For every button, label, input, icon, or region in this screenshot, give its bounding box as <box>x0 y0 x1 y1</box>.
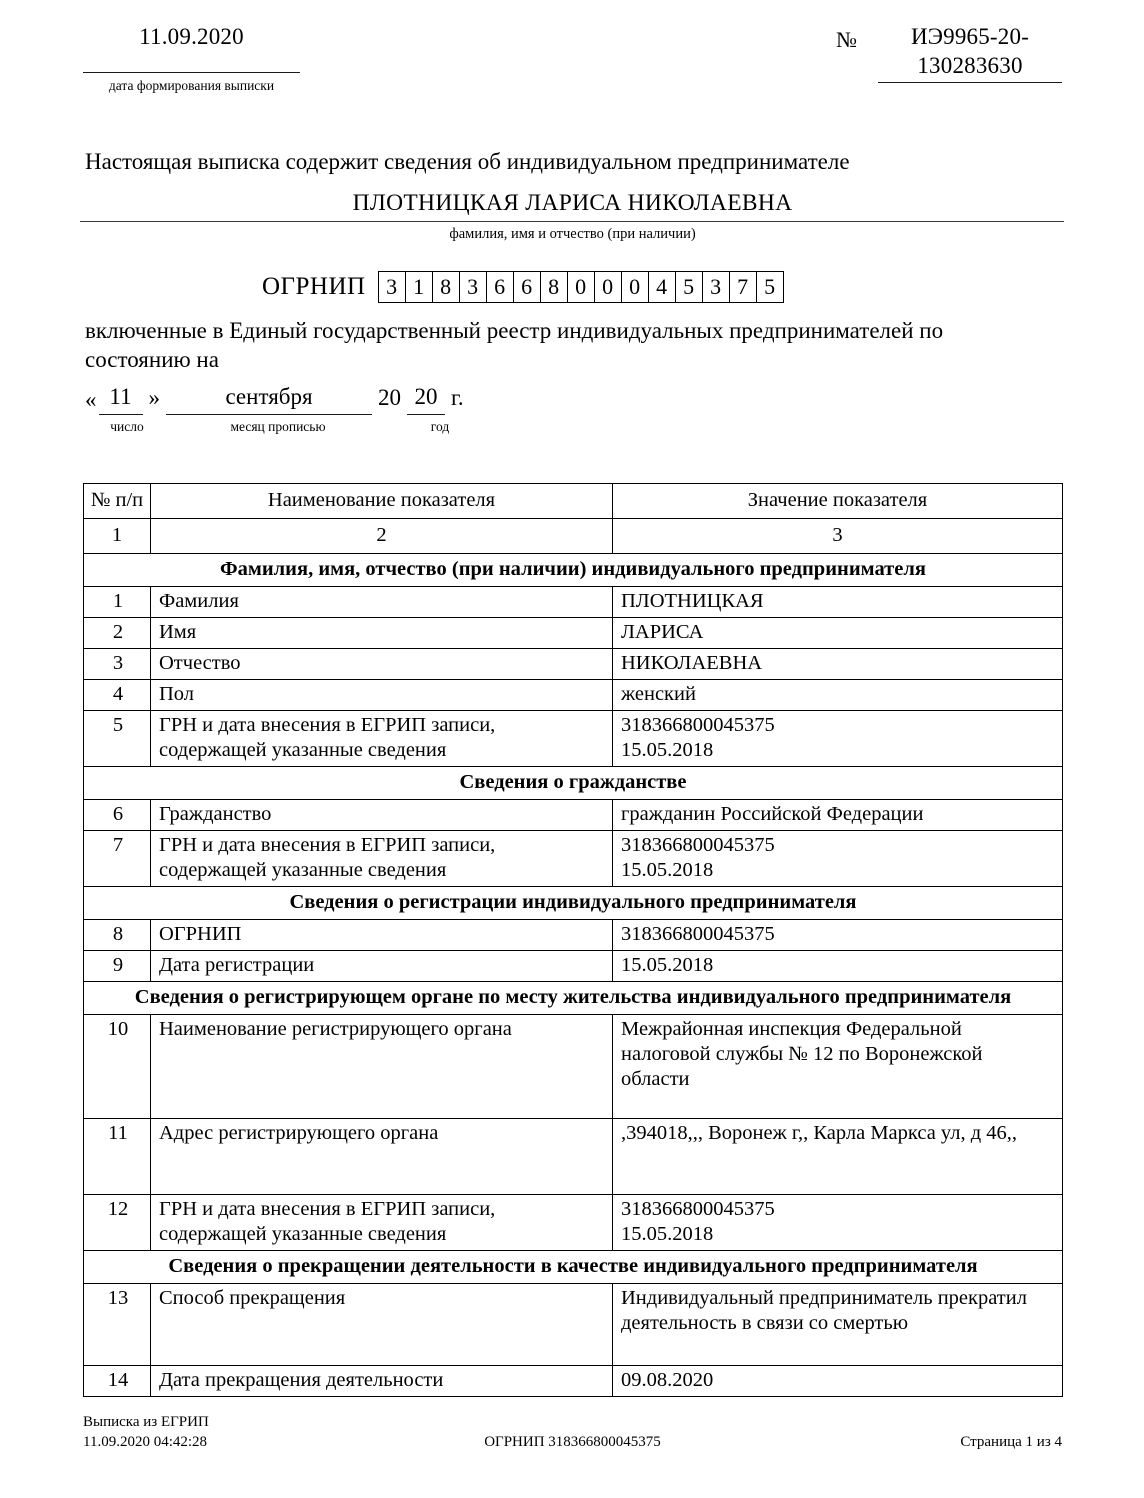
row-num-2: 2 <box>84 618 151 649</box>
section-title-2: Сведения о гражданстве <box>84 767 1063 800</box>
table-column-number-row <box>84 519 1063 554</box>
row-name-2: Имя <box>151 618 613 649</box>
open-quote: « <box>85 387 97 412</box>
row-value-6: гражданин Российской Федерации <box>613 800 1063 831</box>
row-num-11: 11 <box>84 1119 151 1195</box>
table-row <box>84 1015 1063 1119</box>
table-section-header <box>84 887 1063 920</box>
row-name-6: Гражданство <box>151 800 613 831</box>
row-name-13: Способ прекращения <box>151 1284 613 1366</box>
table-row <box>84 1195 1063 1251</box>
table-row <box>84 649 1063 680</box>
table-section-header <box>84 1251 1063 1284</box>
row-value-13: Индивидуальный предприниматель прекратил деятельность в связи со смертью <box>613 1284 1063 1366</box>
year-suffix: г. <box>451 385 464 410</box>
row-name-14: Дата прекращения деятельности <box>151 1366 613 1397</box>
state-date-block <box>85 383 470 435</box>
ogrnip-digit-2: 1 <box>406 271 433 303</box>
intro-statement: Настоящая выписка содержит сведения об индивидуальном предпринимателе <box>85 149 850 174</box>
section-title-1: Фамилия, имя, отчество (при наличии) индивидуального предпринимателя <box>84 554 1063 587</box>
document-number: ИЭ9965-20-130283630 <box>910 24 1030 78</box>
ogrnip-digit-10: 0 <box>622 271 649 303</box>
full-name-caption: фамилия, имя и отчество (при наличии) <box>449 226 696 242</box>
table-section-header <box>84 982 1063 1015</box>
footer-ogrnip: ОГРНИП 318366800045375 <box>484 1434 661 1450</box>
row-value-8: 318366800045375 <box>613 920 1063 951</box>
row-name-12: ГРН и дата внесения в ЕГРИП записи, содержащей указанные сведения <box>151 1195 613 1251</box>
row-name-10: Наименование регистрирующего органа <box>151 1015 613 1119</box>
table-section-header <box>84 554 1063 587</box>
caption-day: число <box>110 419 144 434</box>
ogrnip-digit-13: 3 <box>703 271 730 303</box>
table-row <box>84 800 1063 831</box>
footer-page-number: Страница 1 из 4 <box>960 1434 1062 1450</box>
close-quote: » <box>148 385 160 410</box>
document-number-rule <box>878 82 1062 83</box>
entrepreneur-full-name: ПЛОТНИЦКАЯ ЛАРИСА НИКОЛАЕВНА <box>352 190 793 216</box>
header-num: № п/п <box>84 484 151 519</box>
section-title-3: Сведения о регистрации индивидуального предпринимателя <box>84 887 1063 920</box>
row-num-14: 14 <box>84 1366 151 1397</box>
ogrnip-digit-3: 8 <box>433 271 460 303</box>
row-num-8: 8 <box>84 920 151 951</box>
state-date-month: сентября <box>166 382 372 415</box>
table-row <box>84 711 1063 767</box>
colnum-2: 2 <box>151 519 613 554</box>
colnum-1: 1 <box>84 519 151 554</box>
document-header <box>83 22 1062 92</box>
row-name-4: Пол <box>151 680 613 711</box>
table-row <box>84 680 1063 711</box>
row-value-11: ,394018,,, Воронеж г,, Карла Маркса ул, д 46,, <box>613 1119 1063 1195</box>
formation-date-caption: дата формирования выписки <box>108 78 275 93</box>
row-num-3: 3 <box>84 649 151 680</box>
row-value-7: 318366800045375 15.05.2018 <box>613 831 1063 887</box>
row-value-9: 15.05.2018 <box>613 951 1063 982</box>
table-row <box>84 587 1063 618</box>
row-num-13: 13 <box>84 1284 151 1366</box>
caption-month: месяц прописью <box>230 419 326 434</box>
row-num-4: 4 <box>84 680 151 711</box>
table-row <box>84 920 1063 951</box>
row-num-9: 9 <box>84 951 151 982</box>
ogrnip-digit-14: 7 <box>730 271 757 303</box>
table-section-header <box>84 767 1063 800</box>
row-value-12: 318366800045375 15.05.2018 <box>613 1195 1063 1251</box>
registry-inclusion-text: включенные в Единый государственный реестр индивидуальных предпринимателей по состоянию на <box>85 318 944 372</box>
table-row <box>84 831 1063 887</box>
section-title-4: Сведения о регистрирующем органе по месту жительства индивидуального предпринимателя <box>84 982 1063 1015</box>
row-name-3: Отчество <box>151 649 613 680</box>
footer-doc-type: Выписка из ЕГРИП <box>83 1414 209 1430</box>
row-name-1: Фамилия <box>151 587 613 618</box>
row-value-2: ЛАРИСА <box>613 618 1063 649</box>
ogrnip-block <box>262 270 784 304</box>
row-name-11: Адрес регистрирующего органа <box>151 1119 613 1195</box>
row-num-10: 10 <box>84 1015 151 1119</box>
ogrnip-digit-1: 3 <box>379 271 406 303</box>
table-row <box>84 1284 1063 1366</box>
row-num-12: 12 <box>84 1195 151 1251</box>
document-footer <box>83 1412 1062 1460</box>
row-name-9: Дата регистрации <box>151 951 613 982</box>
row-value-14: 09.08.2020 <box>613 1366 1063 1397</box>
header-name: Наименование показателя <box>151 484 613 519</box>
number-label: № <box>836 27 857 52</box>
ogrnip-digit-boxes <box>378 271 784 303</box>
row-num-7: 7 <box>84 831 151 887</box>
colnum-3: 3 <box>613 519 1063 554</box>
row-value-10: Межрайонная инспекция Федеральной налоговой службы № 12 по Воронежской области <box>613 1015 1063 1119</box>
ogrnip-digit-15: 5 <box>757 271 784 303</box>
formation-date: 11.09.2020 <box>139 24 244 49</box>
row-value-1: ПЛОТНИЦКАЯ <box>613 587 1063 618</box>
ogrnip-digit-7: 8 <box>541 271 568 303</box>
state-date-century: 20 <box>378 385 401 410</box>
row-value-4: женский <box>613 680 1063 711</box>
state-date-day: 11 <box>99 382 143 415</box>
table-row <box>84 1119 1063 1195</box>
ogrnip-label: ОГРНИП <box>262 273 366 300</box>
ogrnip-digit-9: 0 <box>595 271 622 303</box>
ogrnip-digit-5: 6 <box>487 271 514 303</box>
row-num-1: 1 <box>84 587 151 618</box>
ogrnip-digit-8: 0 <box>568 271 595 303</box>
row-num-5: 5 <box>84 711 151 767</box>
table-row <box>84 618 1063 649</box>
table-row <box>84 951 1063 982</box>
formation-date-rule <box>83 72 300 73</box>
table-header-row <box>84 484 1063 519</box>
ogrnip-digit-4: 3 <box>460 271 487 303</box>
row-num-6: 6 <box>84 800 151 831</box>
row-name-7: ГРН и дата внесения в ЕГРИП записи, содержащей указанные сведения <box>151 831 613 887</box>
header-value: Значение показателя <box>613 484 1063 519</box>
row-value-3: НИКОЛАЕВНА <box>613 649 1063 680</box>
egrip-data-table <box>83 483 1063 1397</box>
row-name-5: ГРН и дата внесения в ЕГРИП записи, содержащей указанные сведения <box>151 711 613 767</box>
full-name-rule <box>80 221 1064 222</box>
row-value-5: 318366800045375 15.05.2018 <box>613 711 1063 767</box>
section-title-5: Сведения о прекращении деятельности в качестве индивидуального предпринимателя <box>84 1251 1063 1284</box>
ogrnip-digit-11: 4 <box>649 271 676 303</box>
ogrnip-digit-6: 6 <box>514 271 541 303</box>
caption-year: год <box>430 419 450 434</box>
row-name-8: ОГРНИП <box>151 920 613 951</box>
state-date-year: 20 <box>407 382 445 415</box>
ogrnip-digit-12: 5 <box>676 271 703 303</box>
table-row <box>84 1366 1063 1397</box>
footer-timestamp: 11.09.2020 04:42:28 <box>83 1434 208 1450</box>
